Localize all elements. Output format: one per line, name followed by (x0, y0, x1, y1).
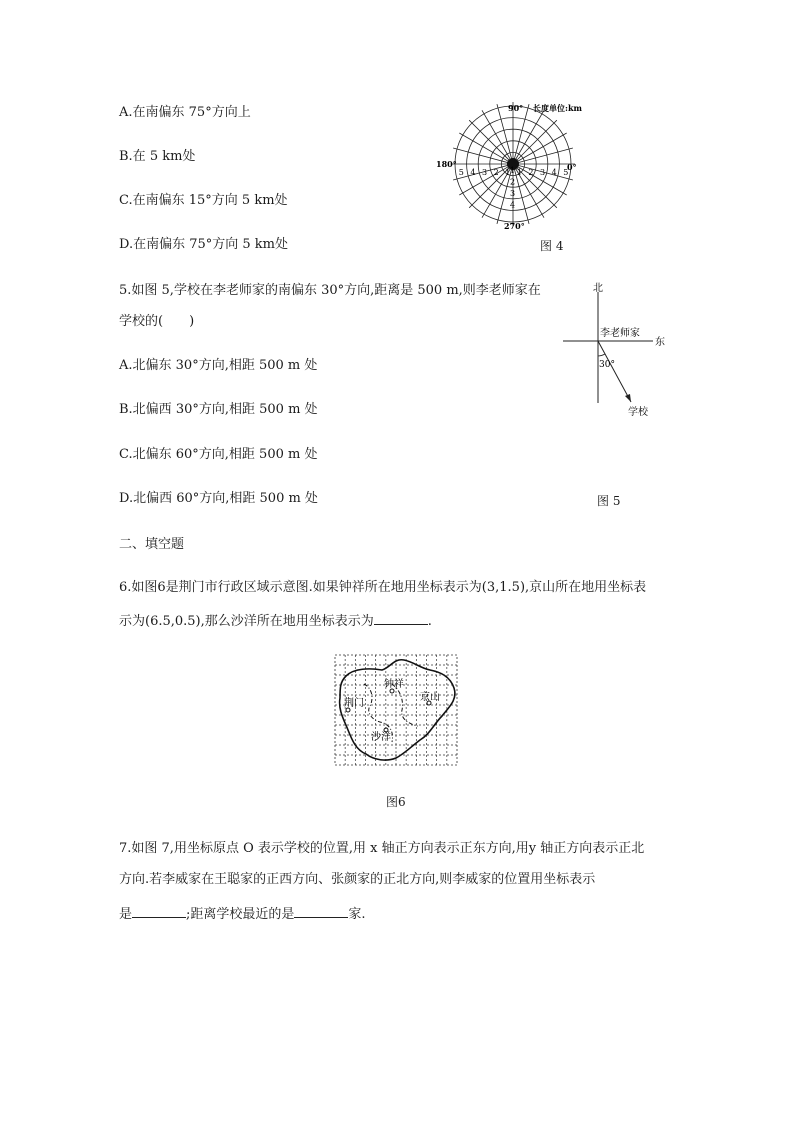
figure-4-polar-grid (430, 98, 600, 238)
q5-option-d: D.北偏西 60°方向,相距 500 m 处 (119, 491, 318, 506)
polar-ray (453, 148, 513, 164)
unit-label: 长度单位:km (533, 103, 582, 113)
east-label: 东 (655, 337, 665, 348)
q5-option-a: A.北偏东 30°方向,相距 500 m 处 (119, 358, 318, 373)
q4-option-c: C.在南偏东 15°方向 5 km处 (119, 193, 288, 208)
angle-label: 30° (599, 360, 615, 370)
q7-line3-start: 是 (119, 907, 133, 922)
ring-label-east: 5 (563, 168, 569, 177)
q4-option-d: D.在南偏东 75°方向 5 km处 (119, 237, 289, 252)
label-0: 0° (567, 162, 577, 172)
q7-answer-blank-1[interactable] (132, 903, 186, 918)
label-180: 180° (436, 159, 457, 169)
angle-arc (598, 354, 605, 356)
figure-6-caption: 图6 (386, 795, 406, 809)
figure-4-caption: 图 4 (540, 239, 564, 253)
q7-line3-end: 家. (348, 907, 366, 922)
north-label: 北 (593, 283, 603, 294)
q5-option-c: C.北偏东 60°方向,相距 500 m 处 (119, 447, 318, 462)
figure-6-map (334, 654, 460, 768)
ring-label-east: 3 (540, 168, 546, 177)
jingshan-label: 京山 (420, 692, 440, 703)
q5-option-b: B.北偏西 30°方向,相距 500 m 处 (119, 402, 318, 417)
polar-ray (513, 148, 573, 164)
ring-label-west: 3 (482, 168, 488, 177)
q6-line2-end: . (427, 614, 432, 629)
ring-label-south: 2 (510, 177, 516, 187)
q7-line3-middle: ;距离学校最近的是 (186, 907, 295, 922)
section-title: 二、填空题 (119, 537, 185, 552)
ring-label-west: 2 (493, 168, 499, 177)
q7-answer-blank-2[interactable] (294, 903, 348, 918)
q6-line2-text: 示为(6.5,0.5),那么沙洋所在地用坐标表示为 (119, 614, 374, 629)
ring-label-west: 4 (470, 168, 476, 177)
ring-label-east: 2 (528, 168, 534, 177)
shayang-label: 沙洋 (371, 732, 391, 743)
jingmen-label: 荆门 (344, 698, 364, 709)
q6-answer-blank[interactable] (374, 610, 428, 625)
q6-line2 (119, 610, 432, 631)
label-270: 270° (504, 221, 525, 231)
q7-line3 (119, 903, 366, 924)
ring-label-east: 1 (516, 168, 522, 177)
polar-ray (497, 104, 513, 164)
ring-label-east: 4 (551, 168, 557, 177)
ring-label-south: 1 (510, 165, 516, 175)
polar-ray (513, 104, 529, 164)
figure-5-direction (555, 278, 675, 423)
ring-label-south: 3 (510, 189, 516, 198)
q5-stem-line1: 5.如图 5,学校在李老师家的南偏东 30°方向,距离是 500 m,则李老师家在 (119, 283, 541, 298)
ring-label-west: 1 (505, 168, 511, 177)
q6-line1: 6.如图6是荆门市行政区域示意图.如果钟祥所在地用坐标表示为(3,1.5),京山所在地用坐标表 (119, 580, 647, 595)
ring-label-south: 4 (510, 200, 516, 210)
q4-option-b: B.在 5 km处 (119, 149, 196, 164)
school-direction-line (598, 341, 631, 402)
ring-label-west: 5 (458, 168, 464, 177)
school-label: 学校 (628, 407, 648, 418)
q4-option-a: A.在南偏东 75°方向上 (119, 105, 251, 120)
q7-line1: 7.如图 7,用坐标原点 O 表示学校的位置,用 x 轴正方向表示正东方向,用y 轴正方向表示正北 (119, 841, 645, 856)
label-90: 90° (508, 103, 524, 113)
zhongxiang-label: 钟祥 (384, 679, 404, 690)
q7-line2: 方向.若李威家在王聪家的正西方向、张颜家的正北方向,则李威家的位置用坐标表示 (119, 872, 596, 887)
arrow-head-icon (625, 394, 631, 402)
home-label: 李老师家 (600, 328, 640, 339)
figure-5-caption: 图 5 (597, 494, 621, 508)
q5-stem-line2: 学校的( ) (119, 314, 195, 329)
